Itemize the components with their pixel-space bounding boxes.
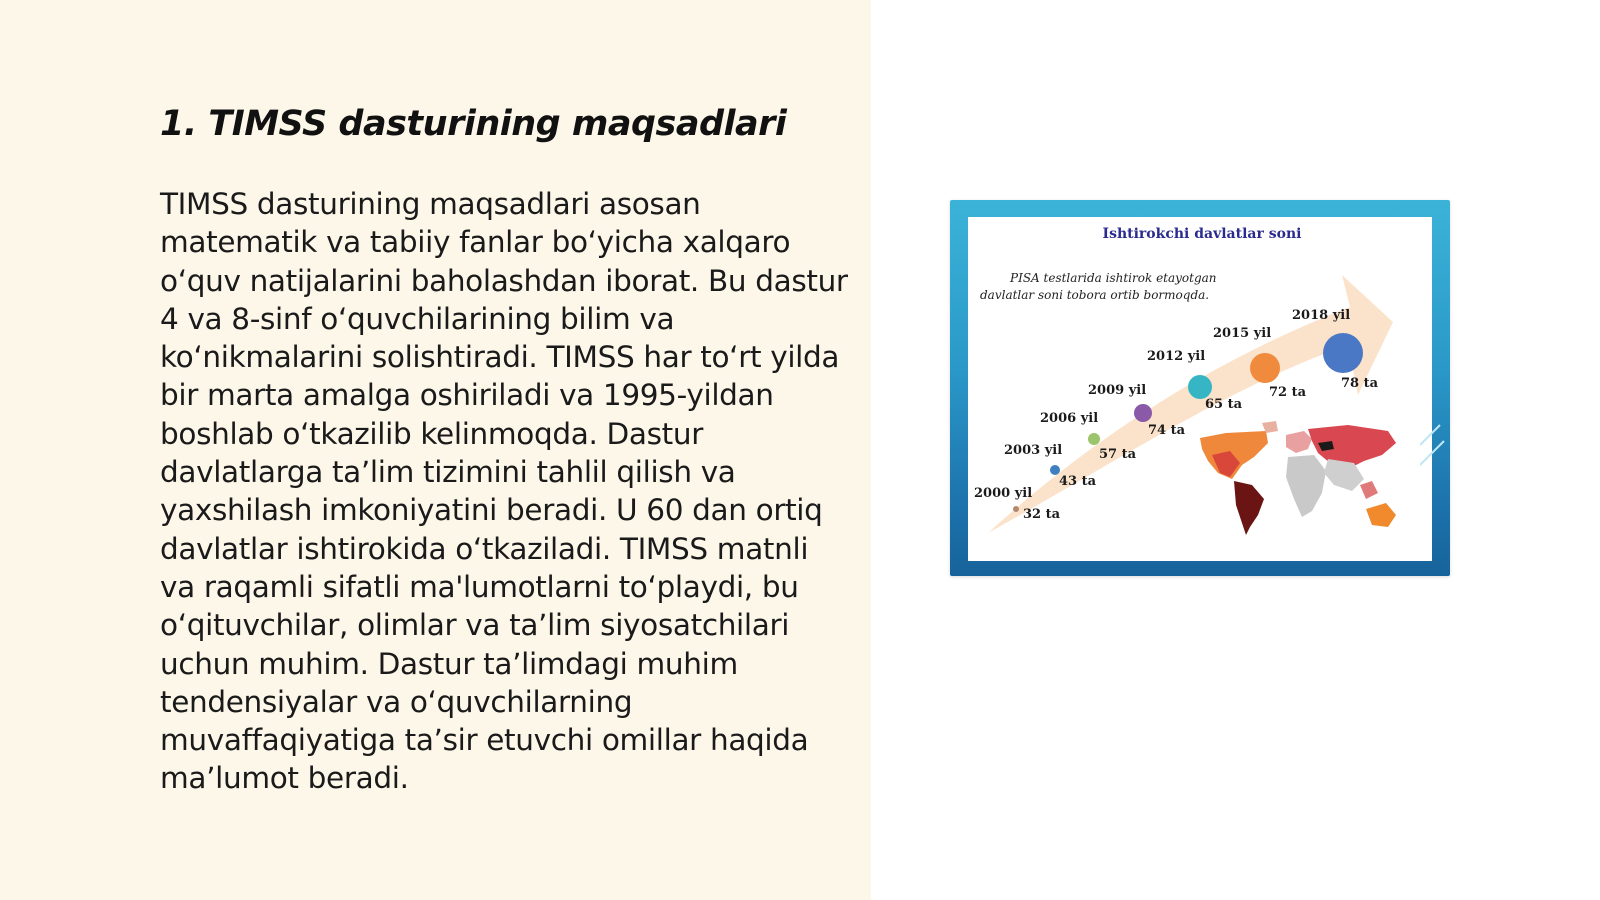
timeline-count-label-4: 65 ta xyxy=(1205,397,1243,412)
participants-infographic xyxy=(950,200,1450,576)
infographic-canvas xyxy=(968,217,1432,561)
timeline-marker-0 xyxy=(1013,506,1019,512)
timeline-marker-4 xyxy=(1188,375,1212,399)
timeline-count-label-3: 74 ta xyxy=(1148,423,1186,438)
timeline-count-label-2: 57 ta xyxy=(1099,447,1137,462)
timeline-year-label-5: 2015 yil xyxy=(1213,326,1272,341)
infographic-subtitle-line2: davlatlar soni tobora ortib bormoqda. xyxy=(980,288,1210,302)
timeline-count-label-5: 72 ta xyxy=(1269,385,1307,400)
timeline-year-label-4: 2012 yil xyxy=(1147,349,1206,364)
decorative-stripes xyxy=(1420,415,1450,475)
timeline-count-label-0: 32 ta xyxy=(1023,507,1061,522)
timeline-marker-3 xyxy=(1134,404,1152,422)
timeline-year-label-2: 2006 yil xyxy=(1040,411,1099,426)
timeline-year-label-0: 2000 yil xyxy=(974,486,1033,501)
timeline-marker-6 xyxy=(1323,333,1363,373)
infographic-subtitle-line1: PISA testlarida ishtirok etayotgan xyxy=(1010,271,1217,285)
timeline-marker-2 xyxy=(1088,433,1100,445)
timeline-year-label-1: 2003 yil xyxy=(1004,443,1063,458)
timeline-count-label-1: 43 ta xyxy=(1059,474,1097,489)
timeline-year-label-6: 2018 yil xyxy=(1292,308,1351,323)
timeline-marker-5 xyxy=(1250,353,1280,383)
timeline-year-label-3: 2009 yil xyxy=(1088,383,1147,398)
slide-title: 1. TIMSS dasturining maqsadlari xyxy=(160,104,787,144)
timeline-count-label-6: 78 ta xyxy=(1341,376,1379,391)
timeline-points xyxy=(968,217,1432,561)
infographic-title: Ishtirokchi davlatlar soni xyxy=(1102,226,1302,242)
slide-body-text: TIMSS dasturining maqsadlari asosan matematik va tabiiy fanlar bo‘yicha xalqaro o‘quv natijalarini baholashdan iborat. Bu dastur 4 va 8-sinf o‘quvchilarining bilim va ko‘nikmalarini solishtiradi. TIMSS har to‘rt yilda bir marta amalga oshiriladi va 1995-yildan boshlab o‘tkazilib kelinmoqda. Dastur davlatlarga ta’lim tizimini tahlil qilish va yaxshilash imkoniyatini beradi. U 60 dan ortiq davlatlar ishtirokida o‘tkaziladi. TIMSS matnli va raqamli sifatli ma'lumotlarni to‘playdi, bu o‘qituvchilar, olimlar va ta’lim siyosatchilari uchun muhim. Dastur ta’limdagi muhim tendensiyalar va o‘quvchilarning muvaffaqiyatiga ta’sir etuvchi omillar haqida ma’lumot beradi. xyxy=(160,187,848,796)
